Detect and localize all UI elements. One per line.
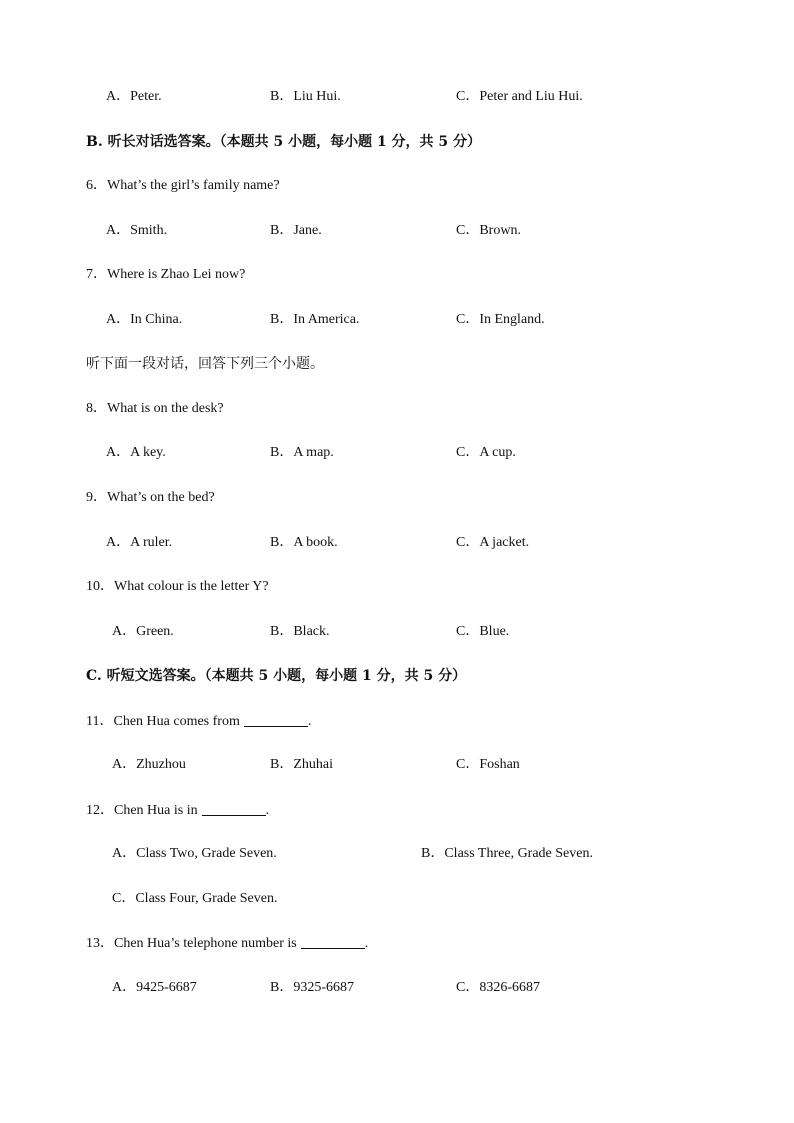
q13-option-c: C．8326-6687 bbox=[456, 980, 540, 995]
q12-question-row bbox=[86, 801, 269, 820]
q11-option-b: B．Zhuhai bbox=[270, 757, 333, 772]
q12-question: 12．Chen Hua is in bbox=[86, 803, 198, 818]
q5-option-c: C．Peter and Liu Hui. bbox=[456, 89, 583, 104]
q8-option-a: A．A key. bbox=[106, 445, 166, 460]
section-b-heading: B. 听长对话选答案。（本题共 5 小题，每小题 1 分，共 5 分） bbox=[86, 134, 482, 150]
q8-option-c: C．A cup. bbox=[456, 445, 516, 460]
q6-option-b: B．Jane. bbox=[270, 223, 322, 238]
q7-option-c: C．In England. bbox=[456, 312, 545, 327]
q6-option-a: A．Smith. bbox=[106, 223, 168, 238]
q5-option-b: B．Liu Hui. bbox=[270, 89, 341, 104]
q6-question: 6．What’s the girl’s family name? bbox=[86, 178, 280, 193]
q12-option-c: C．Class Four, Grade Seven. bbox=[112, 891, 278, 906]
q10-option-a: A．Green. bbox=[112, 624, 174, 639]
dialogue-instruction: 听下面一段对话，回答下列三个小题。 bbox=[86, 356, 324, 372]
q13-period: . bbox=[364, 936, 369, 951]
q11-question: 11．Chen Hua comes from bbox=[86, 714, 240, 729]
q9-option-c: C．A jacket. bbox=[456, 535, 530, 550]
q9-option-b: B．A book. bbox=[270, 535, 338, 550]
q10-option-c: C．Blue. bbox=[456, 624, 510, 639]
q13-option-b: B．9325-6687 bbox=[270, 980, 354, 995]
q8-option-b: B．A map. bbox=[270, 445, 334, 460]
q12-option-a: A．Class Two, Grade Seven. bbox=[112, 846, 277, 861]
q9-question: 9．What’s on the bed? bbox=[86, 490, 215, 505]
q12-period: . bbox=[265, 803, 270, 818]
q12-answer-blank bbox=[202, 801, 266, 816]
q8-question: 8．What is on the desk? bbox=[86, 401, 224, 416]
q5-option-a: A．Peter. bbox=[106, 89, 162, 104]
q13-question: 13．Chen Hua’s telephone number is bbox=[86, 936, 297, 951]
section-c-heading: C. 听短文选答案。（本题共 5 小题，每小题 1 分，共 5 分） bbox=[86, 668, 467, 684]
q13-option-a: A．9425-6687 bbox=[112, 980, 197, 995]
q7-option-b: B．In America. bbox=[270, 312, 360, 327]
q11-option-a: A．Zhuzhou bbox=[112, 757, 186, 772]
q11-question-row bbox=[86, 712, 311, 731]
q6-option-c: C．Brown. bbox=[456, 223, 521, 238]
q10-option-b: B．Black. bbox=[270, 624, 330, 639]
q12-option-b: B．Class Three, Grade Seven. bbox=[421, 846, 593, 861]
q9-option-a: A．A ruler. bbox=[106, 535, 173, 550]
q10-question: 10．What colour is the letter Y? bbox=[86, 579, 269, 594]
q13-answer-blank bbox=[301, 934, 365, 949]
q7-question: 7．Where is Zhao Lei now? bbox=[86, 267, 246, 282]
q13-question-row bbox=[86, 934, 368, 953]
q11-option-c: C．Foshan bbox=[456, 757, 520, 772]
q7-option-a: A．In China. bbox=[106, 312, 183, 327]
q11-period: . bbox=[307, 714, 312, 729]
q11-answer-blank bbox=[244, 712, 308, 727]
